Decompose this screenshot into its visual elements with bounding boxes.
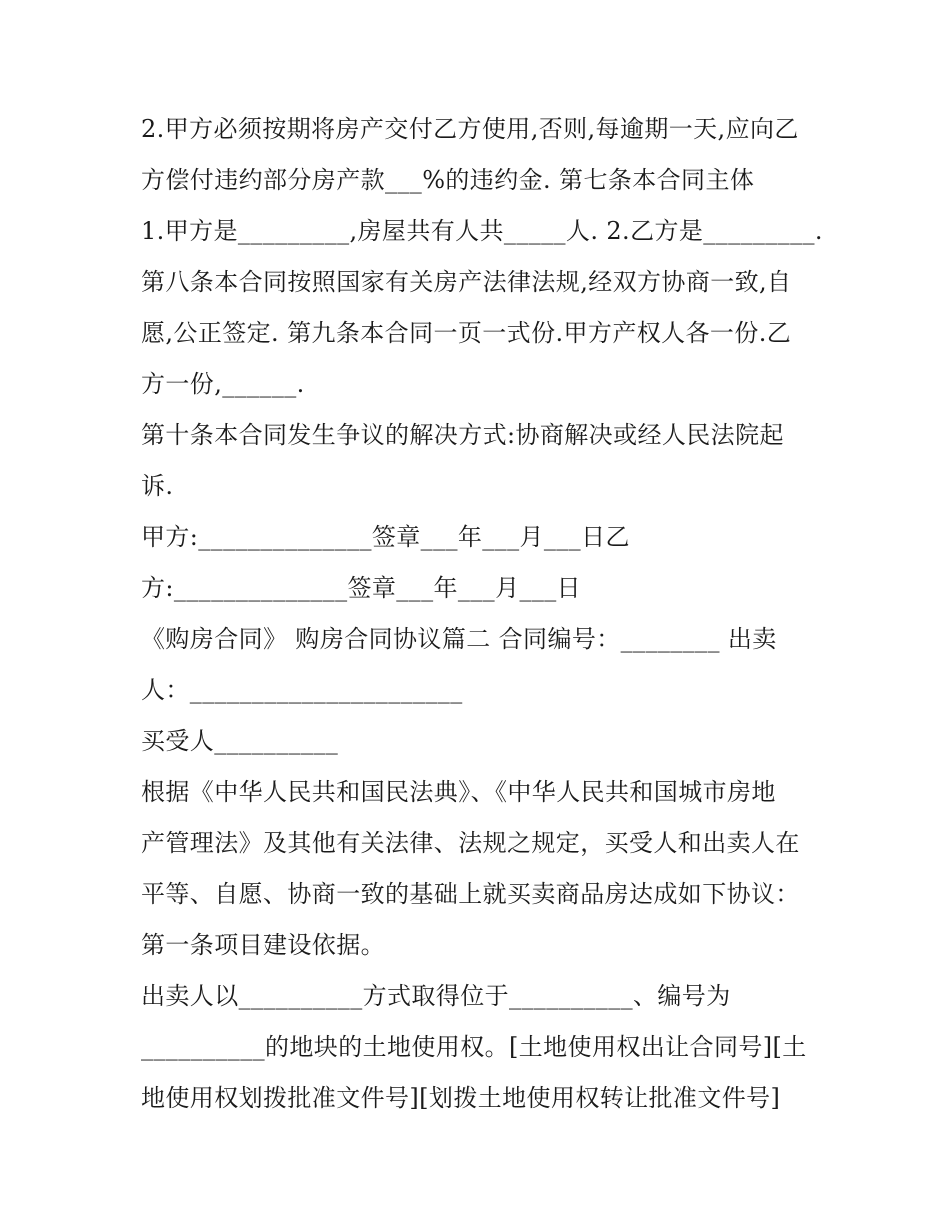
text-line: 《购房合同》 购房合同协议篇二 合同编号：________ 出卖 [141,625,777,653]
document-body [141,104,821,1124]
text-line: __________的地块的土地使用权。[土地使用权出让合同号][土 [141,1033,807,1061]
text-line: 方一份,______. [141,370,305,398]
text-line: 甲方:______________签章___年___月___日乙 [141,523,630,551]
text-line: 出卖人以__________方式取得位于__________、编号为 [141,982,731,1010]
text-line: 第八条本合同按照国家有关房产法律法规,经双方协商一致,自 [141,268,792,296]
text-line: 方偿付违约部分房产款___%的违约金. 第七条本合同主体 [141,166,755,194]
text-line: 1.甲方是_________,房屋共有人共_____人. 2.乙方是_________. [141,217,823,245]
text-line: 第十条本合同发生争议的解决方式:协商解决或经人民法院起 [141,421,784,449]
text-line: 诉. [141,472,174,500]
text-line: 愿,公正签定. 第九条本合同一页一式份.甲方产权人各一份.乙 [141,319,792,347]
text-line: 根据《中华人民共和国民法典》、《中华人民共和国城市房地 [141,778,776,806]
text-line: 平等、自愿、协商一致的基础上就买卖商品房达成如下协议： [141,880,800,908]
text-line: 第一条项目建设依据。 [141,931,385,959]
text-line: 2.甲方必须按期将房产交付乙方使用,否则,每逾期一天,应向乙 [141,115,799,143]
text-line: 买受人__________ [141,727,339,755]
text-line: 地使用权划拨批准文件号][划拨土地使用权转让批准文件号] [141,1084,781,1112]
text-line: 人：______________________ [141,676,463,704]
text-line: 方:______________签章___年___月___日 [141,574,582,602]
text-line: 产管理法》及其他有关法律、法规之规定，买受人和出卖人在 [141,829,800,857]
